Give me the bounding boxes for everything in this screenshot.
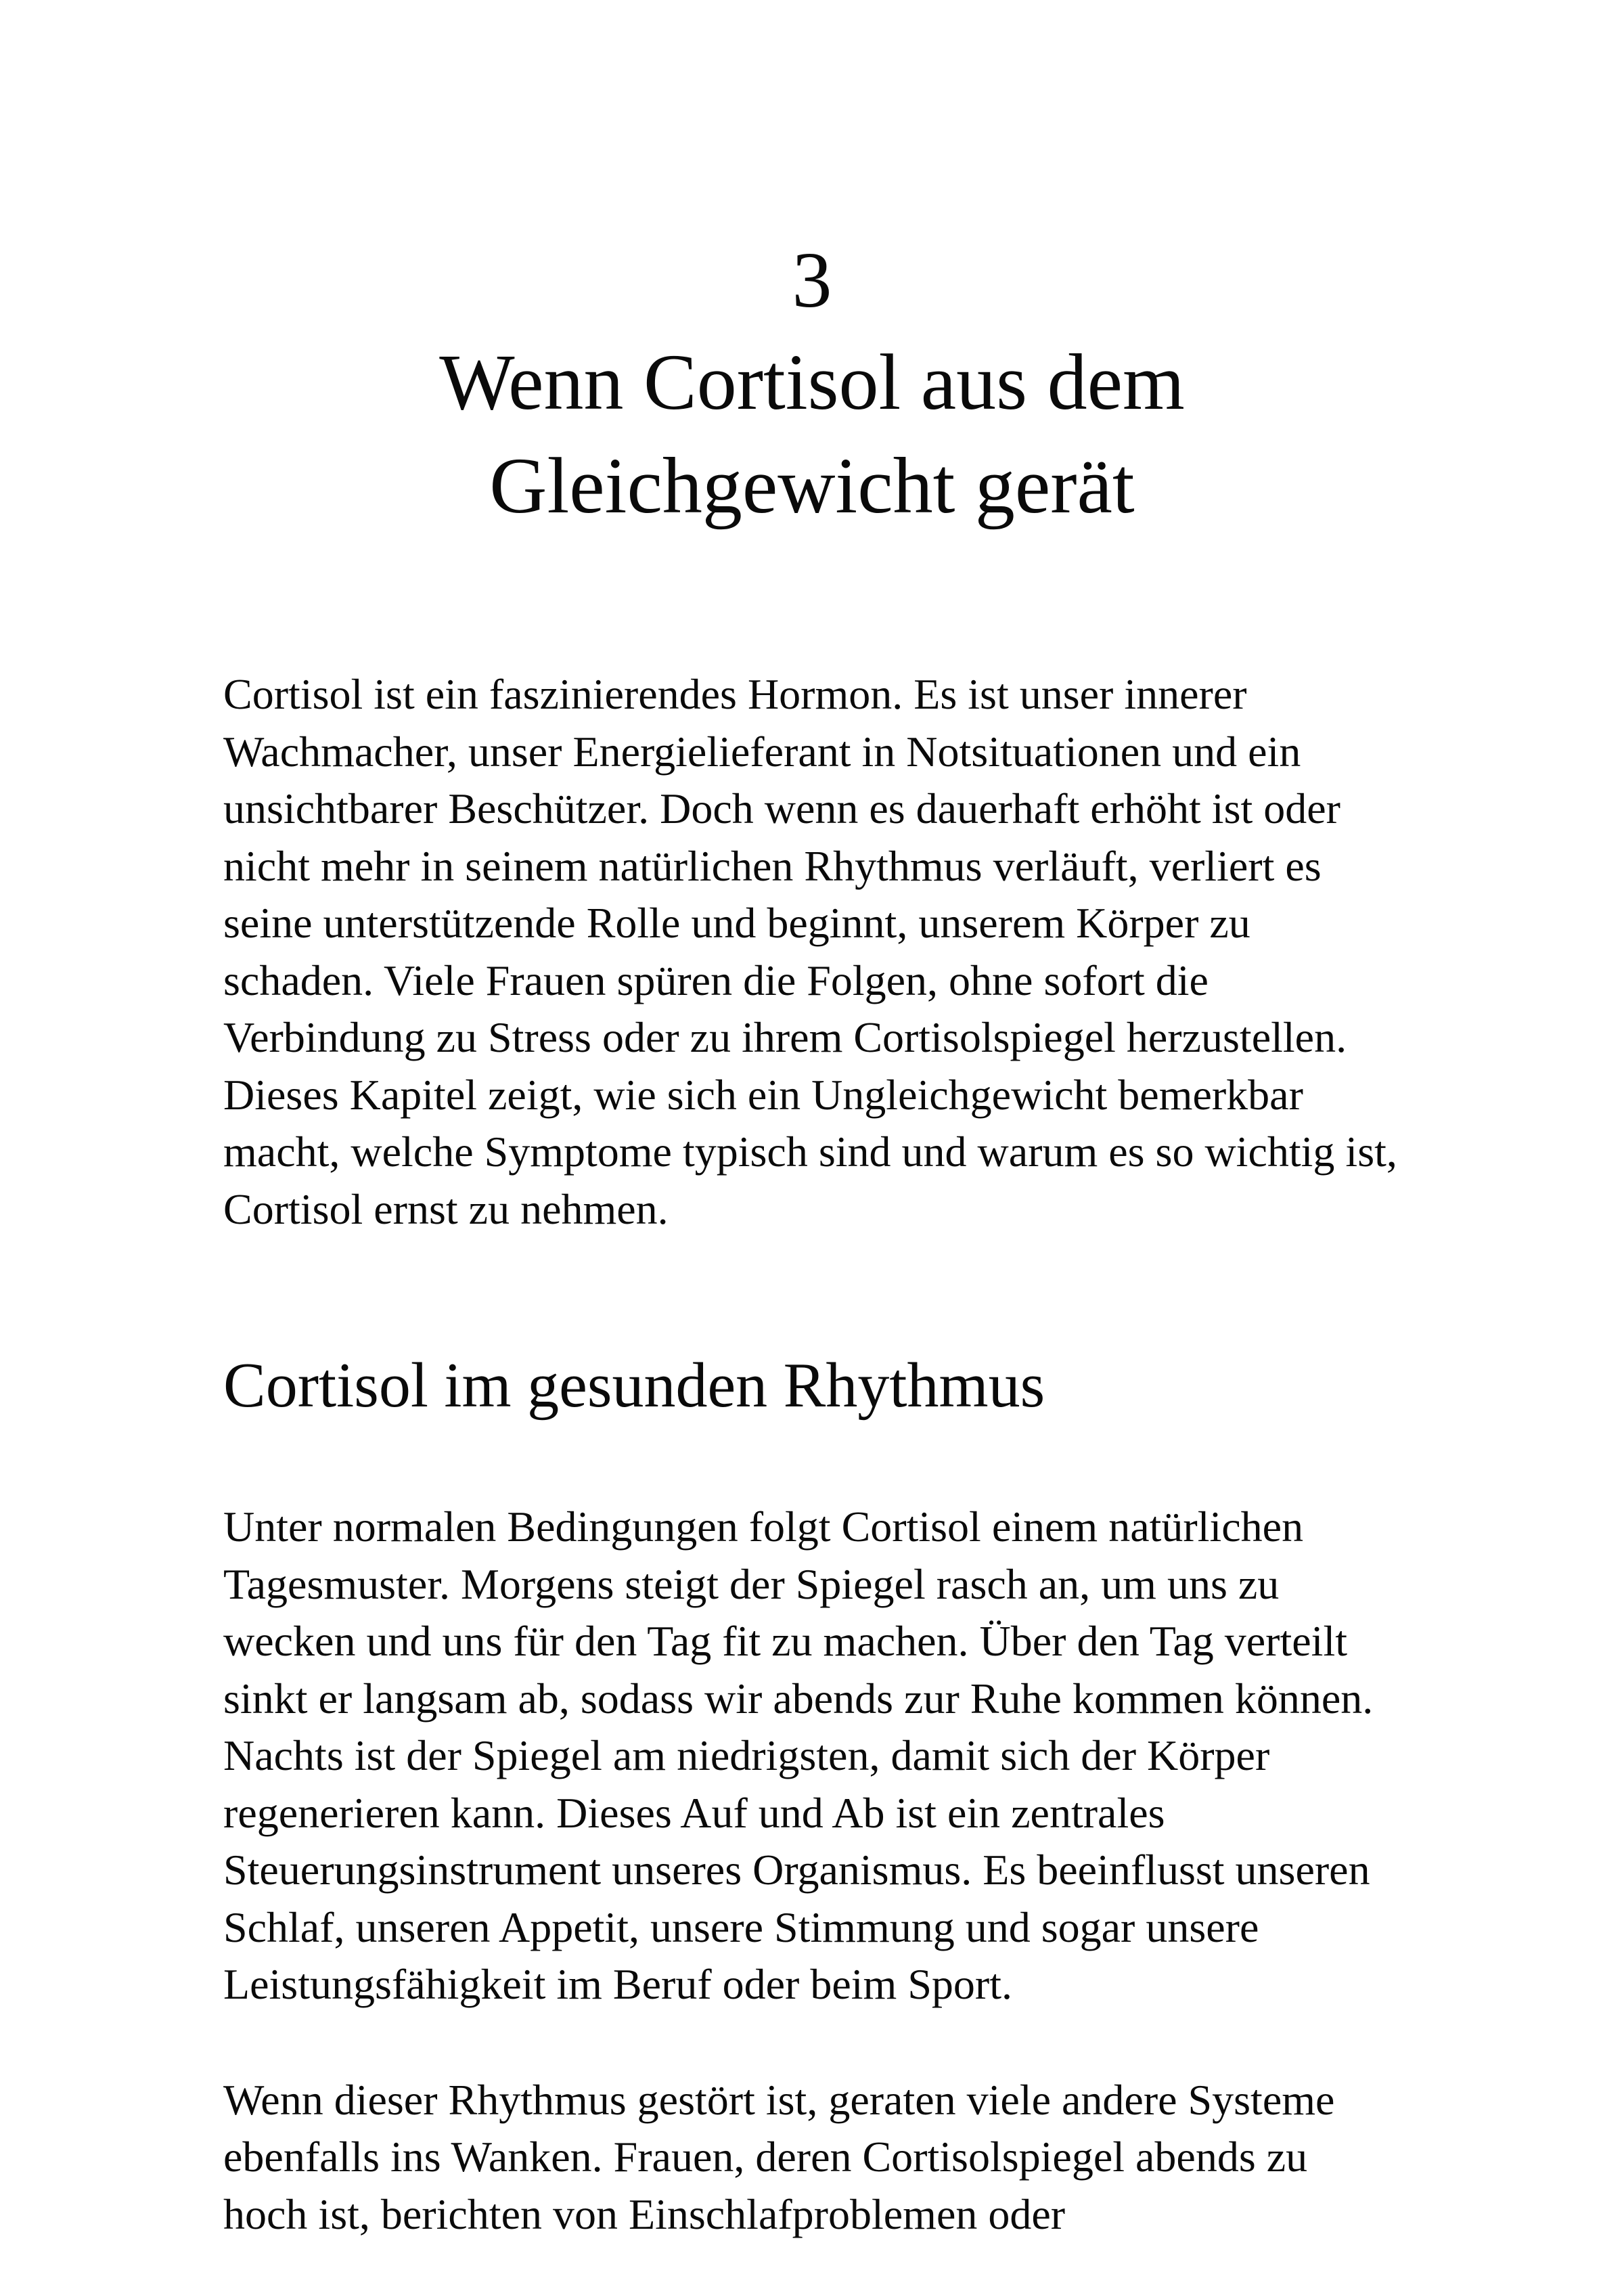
chapter-title: Wenn Cortisol aus dem Gleichgewicht gerät bbox=[439, 337, 1185, 530]
section-heading: Cortisol im gesunden Rhythmus bbox=[223, 1350, 1045, 1421]
chapter-number: 3 bbox=[792, 236, 832, 324]
chapter-header bbox=[223, 230, 1401, 537]
section-paragraph: Unter normalen Bedingungen folgt Cortisol einem natürlichen Tagesmuster. Morgens steigt der Spiegel rasch an, um uns zu wecken und uns für den Tag fit zu machen. Über den Tag verteilt sinkt er langsam ab, sodass wir abends zur Ruhe kommen können. Nachts ist der Spiegel am niedrigsten, damit sich der Körper regenerieren kann. Dieses Auf und Ab ist ein zentrales Steuerungsinstrument unseres Organismus. Es beeinflusst unseren Schlaf, unseren Appetit, unsere Stimmung und sogar unsere Leistungsfähigkeit im Beruf oder beim Sport. bbox=[223, 1503, 1374, 2009]
chapter-body bbox=[223, 666, 1401, 2243]
section-paragraph: Wenn dieser Rhythmus gestört ist, geraten viele andere Systeme ebenfalls ins Wanken. Frauen, deren Cortisolspiegel abends zu hoch ist, berichten von Einschlafproblemen oder bbox=[223, 2075, 1335, 2238]
intro-paragraph: Cortisol ist ein faszinierendes Hormon. Es ist unser innerer Wachmacher, unser Energielieferant in Notsituationen und ein unsichtbarer Beschützer. Doch wenn es dauerhaft erhöht ist oder nicht mehr in seinem natürlichen Rhythmus verläuft, verliert es seine unterstützende Rolle und beginnt, unserem Körper zu schaden. Viele Frauen spüren die Folgen, ohne sofort die Verbindung zu Stress oder zu ihrem Cortisolspiegel herzustellen. Dieses Kapitel zeigt, wie sich ein Ungleichgewicht bemerkbar macht, welche Symptome typisch sind und warum es so wichtig ist, Cortisol ernst zu nehmen. bbox=[223, 670, 1397, 1233]
